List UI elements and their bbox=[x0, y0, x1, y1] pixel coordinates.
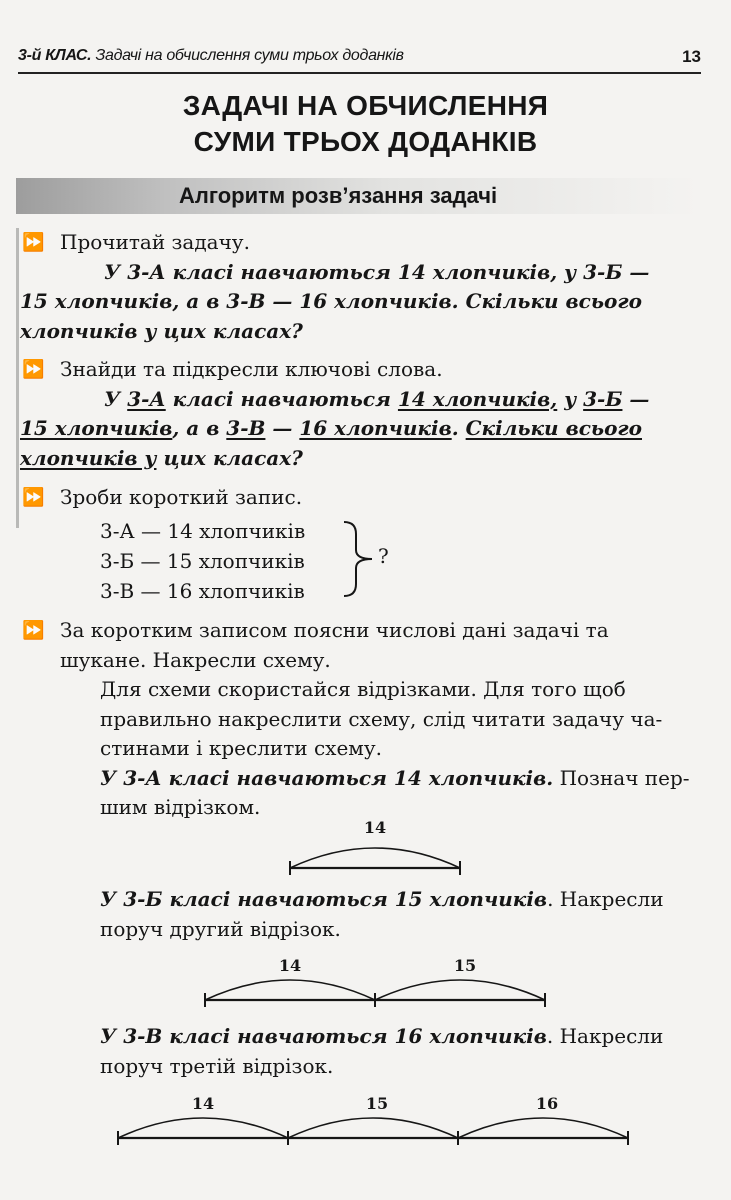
curly-brace-icon bbox=[342, 516, 382, 602]
step-3-text: Зроби короткий запис. bbox=[60, 485, 303, 509]
segment-arc bbox=[288, 1118, 458, 1138]
segment-arc bbox=[118, 1118, 288, 1138]
segment-label: 14 bbox=[278, 956, 302, 975]
section-name: Задачі на обчислення суми трьох доданків bbox=[95, 47, 404, 64]
subtitle-band bbox=[16, 178, 699, 214]
running-header bbox=[18, 44, 701, 74]
keyword: 15 хлопчиків bbox=[20, 416, 173, 440]
segment-label: 15 bbox=[365, 1094, 389, 1113]
para-italic: У 3-А класі навчаються 14 хлопчиків. bbox=[100, 765, 554, 790]
arrow-icon: ⏩ bbox=[22, 487, 45, 508]
keyword: 16 хлопчиків bbox=[299, 416, 452, 440]
page-number: 13 bbox=[682, 47, 701, 66]
keyword: 14 хлопчиків, bbox=[397, 386, 558, 411]
step-2-text: Знайди та підкресли ключові слова. bbox=[60, 357, 443, 381]
task-line-1: У 3-А класі навчаються 14 хлопчиків, у 3-Б — bbox=[104, 259, 650, 284]
scheme-3 bbox=[0, 1092, 731, 1152]
step-4-line-2: шукане. Накресли схему. bbox=[60, 647, 331, 672]
scheme-instructions bbox=[100, 675, 700, 823]
page-title-line-1: ЗАДАЧІ НА ОБЧИСЛЕННЯ bbox=[182, 90, 549, 121]
segment-arc bbox=[290, 848, 460, 868]
keyword: 3-А bbox=[127, 386, 166, 411]
step-key-words bbox=[20, 355, 705, 473]
segment-arc bbox=[375, 980, 545, 1000]
record-row: 3-Б — 15 хлопчиків bbox=[100, 549, 305, 573]
para-line: Для схеми скористайся відрізками. Для того щоб bbox=[100, 677, 626, 701]
task-text bbox=[20, 258, 705, 347]
arrow-icon: ⏩ bbox=[22, 232, 45, 253]
algorithm-heading: Алгоритм розв’язання задачі bbox=[179, 183, 498, 208]
step-4-line-1: За коротким записом поясни числові дані задачі та bbox=[60, 618, 609, 642]
keyword: 3-Б bbox=[583, 386, 623, 411]
para-line: стинами і креслити схему. bbox=[100, 736, 382, 760]
task-underlined: У 3-А класі навчаються 14 хлопчиків, у 3-Б — 15 хлопчиків, а в 3-В — 16 хлопчиків. Скільки всього хлопчиків у цих класах? bbox=[20, 386, 650, 470]
task-line-3: хлопчиків у цих класах? bbox=[20, 318, 303, 343]
segment-label: 16 bbox=[535, 1094, 559, 1113]
para-text: . Накресли bbox=[547, 887, 664, 911]
keyword: Скільки всього bbox=[465, 416, 642, 440]
segment-label: 14 bbox=[191, 1094, 215, 1113]
scheme-1 bbox=[0, 816, 731, 876]
step-read-task bbox=[20, 228, 705, 346]
margin-rule bbox=[16, 228, 19, 528]
step-scheme bbox=[22, 616, 705, 675]
para-text: Познач пер- bbox=[553, 765, 690, 790]
class-label: 3-й КЛАС. bbox=[18, 47, 92, 64]
record-question: ? bbox=[378, 544, 389, 568]
para-italic: У 3-Б класі навчаються 15 хлопчиків bbox=[100, 887, 548, 911]
para-italic: У 3-В класі навчаються 16 хлопчиків bbox=[100, 1024, 547, 1048]
segment-arc bbox=[458, 1118, 628, 1138]
segment-arc bbox=[205, 980, 375, 1000]
step-short-record bbox=[22, 483, 705, 513]
para-line: шим відрізком. bbox=[100, 795, 261, 819]
running-header-title bbox=[18, 47, 404, 65]
para-line: поруч другий відрізок. bbox=[100, 916, 341, 941]
para-line: правильно накреслити схему, слід читати задачу ча- bbox=[100, 706, 663, 731]
scheme-3-instructions bbox=[100, 1022, 700, 1081]
arrow-icon: ⏩ bbox=[22, 620, 45, 641]
keyword: хлопчиків у bbox=[20, 445, 157, 470]
keyword: 3-В bbox=[226, 416, 266, 440]
step-1-text: Прочитай задачу. bbox=[60, 230, 250, 254]
record-row: 3-А — 14 хлопчиків bbox=[100, 519, 306, 543]
segment-label: 14 bbox=[363, 818, 387, 837]
page-title-line-2: СУМИ ТРЬОХ ДОДАНКІВ bbox=[193, 126, 538, 157]
task-line-2: 15 хлопчиків, а в 3-В — 16 хлопчиків. Скільки всього bbox=[20, 289, 642, 313]
arrow-icon: ⏩ bbox=[22, 359, 45, 380]
record-row: 3-В — 16 хлопчиків bbox=[100, 579, 305, 603]
para-text: . Накресли bbox=[546, 1024, 664, 1048]
page-title bbox=[0, 88, 731, 160]
scheme-2 bbox=[0, 954, 731, 1014]
scheme-2-instructions bbox=[100, 885, 700, 944]
para-line: поруч третій відрізок. bbox=[100, 1053, 334, 1078]
segment-label: 15 bbox=[453, 956, 477, 975]
